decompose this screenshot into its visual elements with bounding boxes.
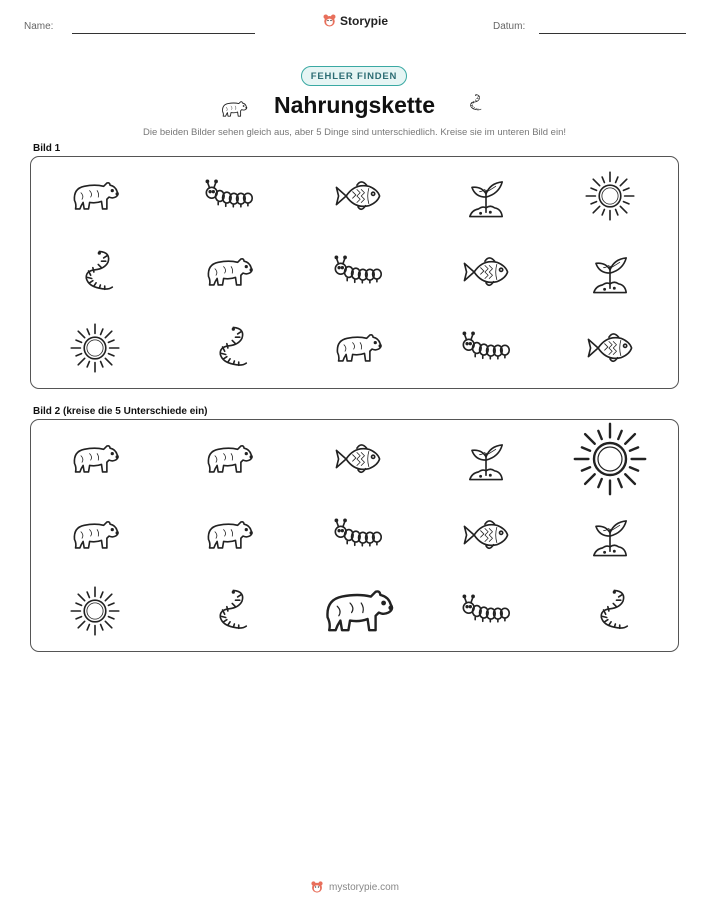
picture1-frame: [30, 156, 679, 389]
bear-graphic: [202, 245, 256, 299]
fish-icon[interactable]: [459, 508, 513, 562]
fish-graphic: [331, 169, 385, 223]
fish-icon: [331, 169, 385, 223]
plant-icon: [459, 169, 513, 223]
caterpillar-graphic: [331, 245, 385, 299]
fish-graphic: [331, 432, 385, 486]
worm-icon: [202, 321, 256, 375]
fish-graphic: [459, 508, 513, 562]
plant-icon[interactable]: [583, 508, 637, 562]
bear-icon[interactable]: [68, 432, 122, 486]
worm-graphic: [202, 321, 256, 375]
bear-graphic: [68, 508, 122, 562]
brand-name: Storypie: [340, 13, 389, 28]
fish-icon: [459, 245, 513, 299]
bear-icon[interactable]: [202, 432, 256, 486]
picture1-label: Bild 1: [33, 143, 61, 154]
sun-icon: [68, 321, 122, 375]
worm-icon: [463, 92, 485, 114]
worm-icon: [68, 245, 122, 299]
caterpillar-graphic: [459, 321, 513, 375]
name-label: Name:: [24, 21, 54, 32]
caterpillar-icon[interactable]: [331, 508, 385, 562]
footer-url: mystorypie.com: [328, 881, 399, 893]
fish-icon: [583, 321, 637, 375]
footer: [0, 880, 709, 894]
bear-icon[interactable]: [318, 571, 398, 651]
page-title: Nahrungskette: [273, 92, 436, 118]
sun-graphic: [68, 584, 122, 638]
bear-graphic: [202, 432, 256, 486]
date-label: Datum:: [493, 21, 526, 32]
worm-icon[interactable]: [583, 584, 637, 638]
bear-graphic: [202, 508, 256, 562]
storypie-bear-logo-icon: [322, 13, 337, 28]
fish-graphic: [459, 245, 513, 299]
worm-graphic: [583, 584, 637, 638]
bear-icon[interactable]: [68, 508, 122, 562]
fish-icon[interactable]: [331, 432, 385, 486]
worm-icon-graphic: [463, 92, 485, 114]
bear-icon[interactable]: [202, 508, 256, 562]
plant-icon: [583, 245, 637, 299]
brand-logo: [322, 13, 388, 28]
sun-graphic: [68, 321, 122, 375]
worm-icon[interactable]: [202, 584, 256, 638]
bear-icon: [68, 169, 122, 223]
sun-graphic: [583, 169, 637, 223]
picture2-frame[interactable]: [30, 419, 679, 652]
bear-graphic: [331, 321, 385, 375]
worm-graphic: [202, 584, 256, 638]
instructions: Die beiden Bilder sehen gleich aus, aber 5 Dinge sind unterschiedlich. Kreise sie im unteren Bild ein!: [143, 127, 566, 138]
sun-icon: [583, 169, 637, 223]
caterpillar-icon[interactable]: [459, 584, 513, 638]
caterpillar-icon: [331, 245, 385, 299]
plant-graphic: [459, 169, 513, 223]
fish-graphic: [583, 321, 637, 375]
plant-graphic: [459, 432, 513, 486]
plant-graphic: [583, 245, 637, 299]
category-badge: FEHLER FINDEN: [301, 66, 407, 86]
sun-icon[interactable]: [570, 419, 650, 499]
bear-graphic: [68, 432, 122, 486]
date-line[interactable]: [539, 33, 686, 34]
caterpillar-graphic: [331, 508, 385, 562]
sun-graphic: [570, 419, 650, 499]
picture2-label: Bild 2 (kreise die 5 Unterschiede ein): [33, 406, 208, 417]
plant-graphic: [583, 508, 637, 562]
worm-graphic: [68, 245, 122, 299]
caterpillar-icon: [459, 321, 513, 375]
storypie-bear-logo-icon: [310, 880, 324, 894]
caterpillar-icon: [202, 169, 256, 223]
sun-icon[interactable]: [68, 584, 122, 638]
plant-icon[interactable]: [459, 432, 513, 486]
bear-graphic: [68, 169, 122, 223]
bear-icon: [202, 245, 256, 299]
bear-icon: [331, 321, 385, 375]
bear-graphic: [318, 571, 398, 651]
caterpillar-graphic: [202, 169, 256, 223]
caterpillar-graphic: [459, 584, 513, 638]
name-line[interactable]: [72, 33, 255, 34]
